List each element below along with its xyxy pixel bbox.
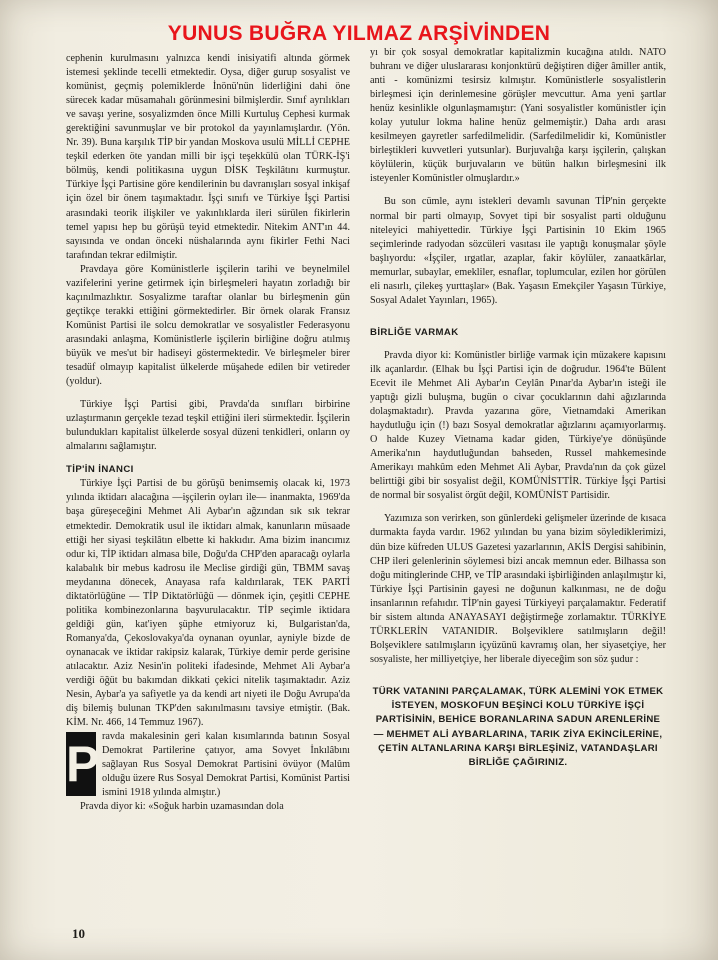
paragraph: cephenin kurulmasını yalnızca kendi inisiyatifi altında görmek istemesi şeklinde tecelli etmektedir. Oysa, diğer gurup sosyalist ve komünist, geçmiş polemiklerde İnönü'nün liderliğini dahi öne sürecek kadar müsamahalı görünmesini bilmişlerdir. Sınıf ayrılıkları ve savaşı yerine, sosyalizmden önce Milli Kurtuluş Cephesi kurmak gerektiğini savunmuşlar ve bir protokol da yayınlamışlardır. (Yön. Nr. 39). Buna karşılık TİP bir yandan Moskova usulü MİLLİ CEPHE teşkil ederken öte yandan milli bir işçi teşekkülü olan TÜRK-İŞ'i bölmüş, kendi politikasına uygun DİSK Teşkilâtını kurmuştur. Türkiye İşçi Partisine göre kendilerinin bu davranışları sosyal inkişaf için özel bir önem taşımaktadır. İşçi sınıfı ve Türkiye İşçi Partisi arasındaki teorik ilişkiler ve yakınlıklarda ileri sürülen fikirlerin temel yapısı hep bu görüşü teyid etmektedir. Nitekim ANT'ın 44. sayısında ve ondan önceki nüshalarında aynı fikirler Fethi Naci tarafından tekrar edilmiştir.: [66, 53, 350, 261]
archive-watermark: YUNUS BUĞRA YILMAZ ARŞİVİNDEN: [167, 22, 551, 45]
dropcap-letter: P: [66, 732, 96, 796]
paragraph: Pravda diyor ki: Komünistler birliğe varmak için müzakere kapısını ilk açanlardır. (Elhak bu İşçi Partisi için de doğrudur. 1964'te Bülent Ecevit ile Mehmet Ali Aybar'ın Ceylân Pınar'da Aybar'ın isteği ile yaptığı gizli buluşma, bugün o civar çocuklarının dahi ağızlarında dolaşmaktadır). Pravda yazarına göre, Vietnamdaki Amerikan haydutluğu için (!) bazı Sosyal demokratlar ağızlarını açamıyorlarmış. O halde Kuzey Vietnama kadar giden, Türkiye'ye dönüşünde Amerika'nın haydutluğundan bahseden, Russel mahkemesinde Amerikayı mahkûm eden Mehmet Ali Aybar, Pravda'nın da çok güzel belirttiği gibi bir sosyalist değil, KOMÜNİSTTİR. Türkiye İşçi Partisi de normal bir sosyalist örgüt değil, KOMÜNİST Partisidir.: [370, 349, 666, 502]
left-column: [66, 52, 350, 814]
section-heading: TİP'İN İNANCI: [66, 464, 134, 476]
dropcap-paragraph: [66, 730, 350, 800]
paragraph: Yazımıza son verirken, son günlerdeki gelişmeler üzerinde de kısaca durmakta fayda vardır. 1962 yılından bu yana bizim söylediklerimizi, dün bize küfreden ULUS Gazetesi yazarlarının, AKİS Dergisi sahibinin, CHP ileri gelenlerinin söylemesi bizi ancak memnun eder. Bilhassa son doğu mitinglerinde CHP, ve TİP arasındaki işbirliğinden anlaşılmıştır ki, Türkiye İşçi Partisinin gayesi ne doğunun kalkınması, ne de doğu insanlarının refahıdır. TİP'nin gayesi Türkiyeyi parçalamaktır. Federatif bir sistem altında ANAYASAYI değiştirmeğe zorlamaktır. TÜRKİYE TÜRKLERİN VATANIDIR. Bolşeviklere satılmışların değil! Bolşeviklere satılmışların içyüzünü kavramış olan, her siyasetçiye, her sosyaliste, her milliyetçiye, her liberale diyeceğim son söz şudur :: [370, 513, 666, 665]
right-column: [370, 46, 666, 770]
paragraph: Türkiye İşçi Partisi de bu görüşü benimsemiş olacak ki, 1973 yılında iktidarı alacağına —işçilerin oyları ile— inanmakta, 1969'da başa güreşeceğini Mehmet Ali Aybar'ın ağzından sık sık tekrar etmektedir. Demokratik usul ile iktidarı almak, kanunların müsaade ettiği her siyasi teşkilâtın elbette ki hakkıdır. Ama bizim inancımız odur ki, TİP iktidarı almasa bile, Doğu'da CHP'den aparacağı oylarla kalabalık bir mebus kadrosu ile Meclise girdiği gün, TBMM savaş meydanına dönecek, Anayasa rafa kaldırılarak, TEK PARTİ diktatörlüğüne — TİP Diktatörlüğü — dönmek için, çeşitli CEPHE politika kombinezonlarına başvurulacaktır. TİP seçimle iktidara geldiği gün, kat'iyen şüphe etmiyoruz ki, Bulgaristan'da, Romanya'da, Çekoslovakya'da oynanan oyunlar, ayniyle bizde de oynanacak ve iktidar rakipsiz kalarak, Türkiye demir perde gerisine atılacaktır. Aziz Nesin'in politeki ifadesinde, Mehmet Ali Aybar'a verdiği öğüt bu bakımdan dikkati çekici nitelik taşımaktadır. Aziz Nesin, Aybar'a ya safiyetle ya da kendi art niyeti ile Doğu Avrupa'da diş bilemiş bulunan TKP'den sakınılmasını tavsiye etmiştir. (Bak. KİM. Nr. 466, 14 Temmuz 1967).: [66, 478, 350, 729]
paragraph: Pravda diyor ki: «Soğuk harbin uzamasından dola: [80, 801, 284, 813]
section-heading: BİRLİĞE VARMAK: [370, 326, 459, 338]
paragraph: Türkiye İşçi Partisi gibi, Pravda'da sınıfları birbirine uzlaştırmanın gerçekle tezad teşkil ettiğini ileri sürmektedir. İşçilerin bulundukları kapitalist ülkelerde sosyal düzeni tenkidleri, onların oy almalarını sağlamıştır.: [66, 399, 350, 453]
paragraph: Bu son cümle, aynı istekleri devamlı savunan TİP'nin gerçekte normal bir parti olmayıp, Sovyet tipi bir sosyalist parti olduğunu niteleyici mahiyettedir. Türkiye İşçi Partisinin 10 Ekim 1965 seçimlerinde radyodan sözcüleri vasıtası ile yaptığı konuşmalar şöyle başlıyordu: «İşçiler, ırgatlar, azaplar, fakir köylüler, zanaatkârlar, memurlar, subaylar, emekliler, esnaflar, toplumcular, ezilen hor görülen eli nasırlı, çilekeş yurttaşlar» (Bak. Yaşasın Emekçiler Yaşasın Türkiye, Sosyal Adalet Yayınları, 1965).: [370, 196, 666, 306]
paragraph: Pravdaya göre Komünistlerle işçilerin tarihi ve beynelmilel vazifelerini yerine getirmek için birleşmeleri hayatın zorladığı bir kaçınılmazlıktır. Sosyalizme taraftar olanlar bu birleşmenin gün geçtikçe terakki ettiğini görmektedirler. Bir örnek olarak Fransız Komünist Partisi ile solcu demokratlar ve sosyalistler Federasyonu arasındaki anlaşma, Komünistlerle işçilerin birliğine doğru atılmış büyük ve mes'ut bir hadiseyi göstermektedir. Ve birleşmeler birer tesadüf olmayıp kapitalist ülkelerde müşahede edilen bir vetireder (yoldur).: [66, 263, 350, 388]
paragraph: ravda makalesinin geri kalan kısımlarında batının Sosyal Demokrat Partilerine çatıyor, ama Sovyet İnkılâbını sağlayan Rus Sosyal Demokrat Partisini övüyor (Malûm olduğu üzere Rus Sosyal Demokrat Partisi, Komünist Partisi ismini 1918 yılında almıştır.): [102, 731, 350, 799]
closing-call: TÜRK VATANINI PARÇALAMAK, TÜRK ALEMİNİ YOK ETMEK İSTEYEN, MOSKOFUN BEŞİNCİ KOLU TÜRKİYE İŞÇİ PARTİSİNİN, BEHİCE BORANLARINA SADUN ARENLERİNE — MEHMET ALİ AYBARLARINA, TARIK ZİYA EKİNCİLERİNE, ÇETİN ALTANLARINA KARŞI BİRLEŞİNİZ, VATANDAŞLARI BİRLİĞE ÇAĞIRINIZ.: [372, 685, 664, 768]
page-number: 10: [72, 926, 85, 941]
paragraph: yı bir çok sosyal demokratlar kapitalizmin kucağına atıldı. NATO buhranı ve diğer uluslararası konjonktürü değiştiren diğer âmiller antik, anti - komünizmi tesirsiz kılmıştır. Komünistlerle sosyalistlerin birleşmesi için derinlemesine görüşler mevcuttur. Ama yeni şartlar henüz kesinlikle olgunlaşmamıştır: (Yani sosyalistler komünistler için kolay yutulur lokma haline henüz gelmemiştir.) Daha ardı arası kesilmeyen gayretler sarfedilmelidir. (Sarfedilmelidir ki, Komünistler birleştikleri kuvvetleri yutsunlar). Burjuvalığa karşı işçilerin, çalışkan köylülerin, küçük burjuvaların ve bütün halkın birleşmesini ilk isteyenler Komünistler olmuşlardır.»: [370, 47, 666, 185]
